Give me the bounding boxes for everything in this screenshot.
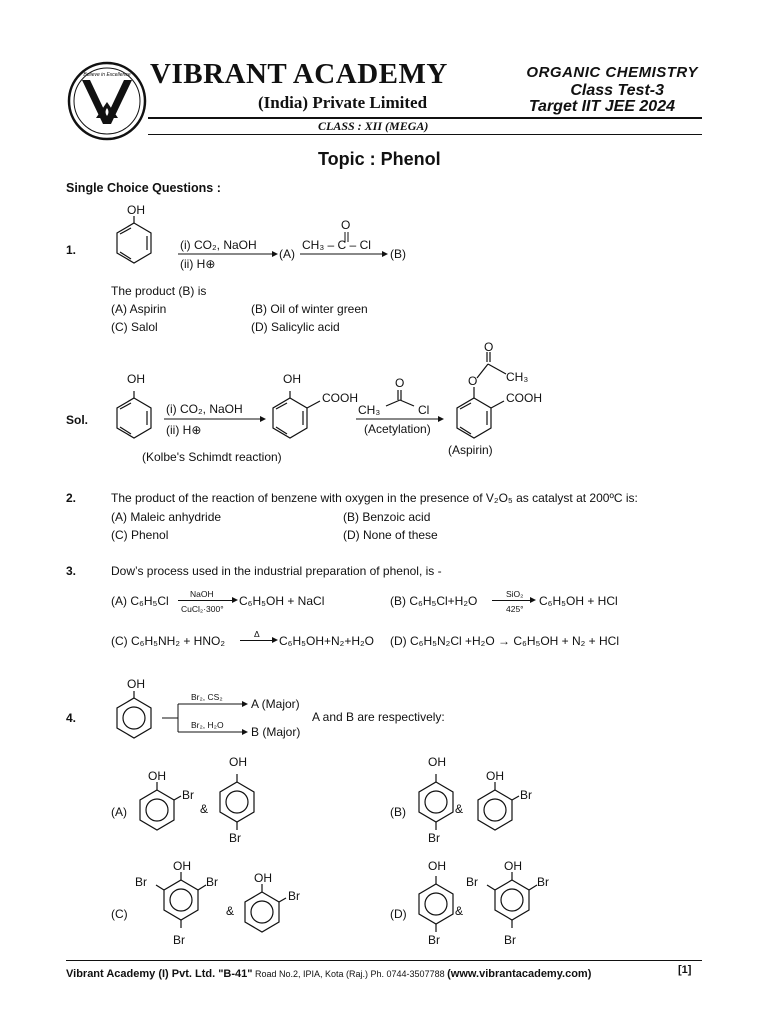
sol-phenol-oh: OH	[127, 372, 145, 386]
option-a-ring1-oh: OH	[148, 769, 166, 783]
acetyl-o: O	[395, 376, 405, 390]
q3-option-a-reactant: (A) C₆H₅Cl	[111, 594, 169, 608]
q3-option-a-arrow	[178, 600, 232, 601]
option-c-ring1-br-bottom: Br	[173, 933, 185, 947]
q1-product-b: (B)	[390, 247, 406, 261]
option-d-ring1	[419, 876, 453, 932]
q3-option-c-arrow	[240, 640, 272, 641]
q4-reagent-a: Br₂, CS₂	[191, 692, 223, 702]
q1-option-d: (D) Salicylic acid	[251, 320, 340, 334]
salicylic-oh: OH	[283, 372, 301, 386]
option-b-ring1	[419, 774, 453, 830]
q2-option-a: (A) Maleic anhydride	[111, 510, 222, 524]
q3-option-b-arrow	[492, 600, 530, 601]
footer-website[interactable]: (www.vibrantacademy.com)	[447, 968, 592, 980]
q4-option-c-label: (C)	[111, 907, 128, 921]
phenol-ring	[117, 216, 151, 263]
q4-product-a: A (Major)	[251, 697, 300, 711]
option-d-ring1-br: Br	[428, 933, 440, 947]
option-c-ring2	[245, 884, 286, 932]
sol-kolbe-label: (Kolbe's Schimdt reaction)	[142, 450, 282, 464]
q4-reagent-b: Br₂, H₂O	[191, 720, 224, 730]
option-a-ring1-br: Br	[182, 788, 194, 802]
q2-option-c: (C) Phenol	[111, 528, 169, 542]
q1-option-c: (C) Salol	[111, 320, 158, 334]
q4-oh: OH	[127, 677, 145, 691]
q2-stem: The product of the reaction of benzene with oxygen in the presence of V₂O₅ as catalyst at 200ºC is:	[111, 491, 638, 505]
q3-option-a-reagent-top: NaOH	[190, 589, 214, 599]
q4-options	[100, 752, 580, 952]
option-b-amp: &	[455, 802, 464, 816]
q1-option-a: (A) Aspirin	[111, 302, 167, 316]
option-a-ring2-oh: OH	[229, 755, 247, 769]
q1-oh-label: OH	[127, 203, 145, 217]
option-d-ring2-br-bottom: Br	[504, 933, 516, 947]
q4-product-b: B (Major)	[251, 725, 301, 739]
q2-number: 2.	[66, 491, 77, 505]
option-b-ring2	[478, 782, 519, 830]
salicylic-cooh: COOH	[322, 391, 358, 405]
q4-option-a-label: (A)	[111, 805, 127, 819]
q2-option-d: (D) None of these	[343, 528, 438, 542]
acetyl-chloride-bonds	[386, 390, 414, 406]
option-d-amp: &	[455, 904, 464, 918]
sol-reagent1-top: (i) CO₂, NaOH	[166, 402, 243, 416]
option-d-ring2	[487, 872, 537, 928]
aspirin-cooh: COOH	[506, 391, 542, 405]
q3-option-a-product: C₆H₅OH + NaCl	[239, 594, 325, 608]
option-a-ring2	[220, 774, 254, 830]
acetyl-ch3: CH₃	[358, 403, 381, 417]
option-c-ring2-oh: OH	[254, 871, 272, 885]
option-d-ring1-oh: OH	[428, 859, 446, 873]
footer-text	[66, 964, 591, 982]
q3-option-c-reagent-top: Δ	[254, 629, 260, 639]
option-c-amp: &	[226, 904, 235, 918]
sol-reagent1-bottom: (ii) H⊕	[166, 423, 202, 437]
header-rule-bottom	[148, 134, 702, 135]
q1-option-b: (B) Oil of winter green	[251, 302, 368, 316]
aspirin-o: O	[468, 374, 478, 388]
q4-scheme	[100, 672, 470, 752]
q4-number: 4.	[66, 711, 77, 725]
q3-option-b-reagent-top: SiO₂	[506, 589, 524, 599]
q1-reagent2: CH₃ – C – Cl	[302, 238, 371, 252]
footer-address: Road No.2, IPIA, Kota (Raj.) Ph. 0744-3507788	[252, 969, 448, 979]
q3-option-c-arrowhead	[272, 637, 278, 643]
logo-motto: Believe in Excellence	[83, 72, 131, 78]
q3-number: 3.	[66, 564, 77, 578]
q1-number: 1.	[66, 243, 77, 257]
sol-label: Sol.	[66, 413, 89, 427]
option-c-ring1	[156, 872, 206, 928]
option-c-ring1-oh: OH	[173, 859, 191, 873]
section-title: Single Choice Questions :	[66, 181, 221, 195]
option-b-ring2-oh: OH	[486, 769, 504, 783]
q4-option-d-label: (D)	[390, 907, 407, 921]
option-d-ring2-br-left: Br	[466, 875, 478, 889]
q4-option-b-label: (B)	[390, 805, 406, 819]
q4-phenol-ring	[117, 691, 151, 738]
q3-option-c-reactant: (C) C₆H₅NH₂ + HNO₂	[111, 634, 225, 648]
option-c-ring2-br: Br	[288, 889, 300, 903]
footer-rule	[66, 960, 702, 961]
option-b-ring2-br: Br	[520, 788, 532, 802]
q3-stem: Dow’s process used in the industrial preparation of phenol, is -	[111, 564, 442, 578]
option-d-ring2-oh: OH	[504, 859, 522, 873]
topic-title: Topic : Phenol	[318, 149, 441, 169]
q1-intermediate-a: (A)	[279, 247, 295, 261]
test-title: Class Test-3	[570, 82, 664, 99]
acetylation-label: (Acetylation)	[364, 422, 431, 436]
q2-option-b: (B) Benzoic acid	[343, 510, 431, 524]
target-title: Target IIT JEE 2024	[528, 98, 675, 115]
option-a-ring1	[140, 782, 181, 830]
salicylic-acid-ring	[273, 391, 320, 438]
option-b-ring1-oh: OH	[428, 755, 446, 769]
aspirin-label: (Aspirin)	[448, 443, 493, 457]
q1-reagent1-top: (i) CO₂, NaOH	[180, 238, 257, 252]
q3-option-b-product: C₆H₅OH + HCl	[539, 594, 618, 608]
acetyl-cl: Cl	[418, 403, 430, 417]
q1-stem: The product (B) is	[111, 284, 207, 298]
aspirin-ch3: CH₃	[506, 370, 529, 384]
option-c-ring1-br-left: Br	[135, 875, 147, 889]
aspirin-carbonyl-o: O	[484, 340, 494, 354]
page-number: [1]	[678, 964, 692, 976]
option-d-ring2-br-right: Br	[537, 875, 549, 889]
q3-option-d: (D) C₆H₅N₂Cl +H₂O → C₆H₅OH + N₂ + HCl	[390, 634, 620, 648]
q3-option-c-product: C₆H₅OH+N₂+H₂O	[279, 634, 375, 648]
option-b-ring1-br: Br	[428, 831, 440, 845]
sol-phenol-ring	[117, 391, 151, 438]
q1-reagent2-o: O	[341, 218, 351, 232]
option-a-ring2-br: Br	[229, 831, 241, 845]
academy-name: VIBRANT ACADEMY	[150, 58, 448, 90]
subject-title: ORGANIC CHEMISTRY	[526, 64, 698, 81]
sol-scheme	[100, 340, 580, 470]
footer-company: Vibrant Academy (I) Pvt. Ltd. "B-41"	[66, 968, 253, 980]
q3-option-b-reagent-bottom: 425°	[506, 604, 524, 614]
academy-subtitle: (India) Private Limited	[258, 93, 428, 112]
q3-option-a-reagent-bottom: CuCl₂·300°	[181, 604, 224, 614]
option-a-amp: &	[200, 802, 209, 816]
q3-option-b-reactant: (B) C₆H₅Cl+H₂O	[390, 594, 478, 608]
class-line: CLASS : XII (MEGA)	[318, 119, 429, 133]
q1-scheme	[100, 200, 420, 280]
q3-option-b-arrowhead	[530, 597, 536, 603]
option-c-ring1-br-right: Br	[206, 875, 218, 889]
q4-stem: A and B are respectively:	[312, 710, 445, 724]
q3-option-a-arrowhead	[232, 597, 238, 603]
logo	[66, 60, 148, 142]
aspirin-ring	[457, 352, 506, 438]
q1-reagent1-bottom: (ii) H⊕	[180, 257, 216, 271]
